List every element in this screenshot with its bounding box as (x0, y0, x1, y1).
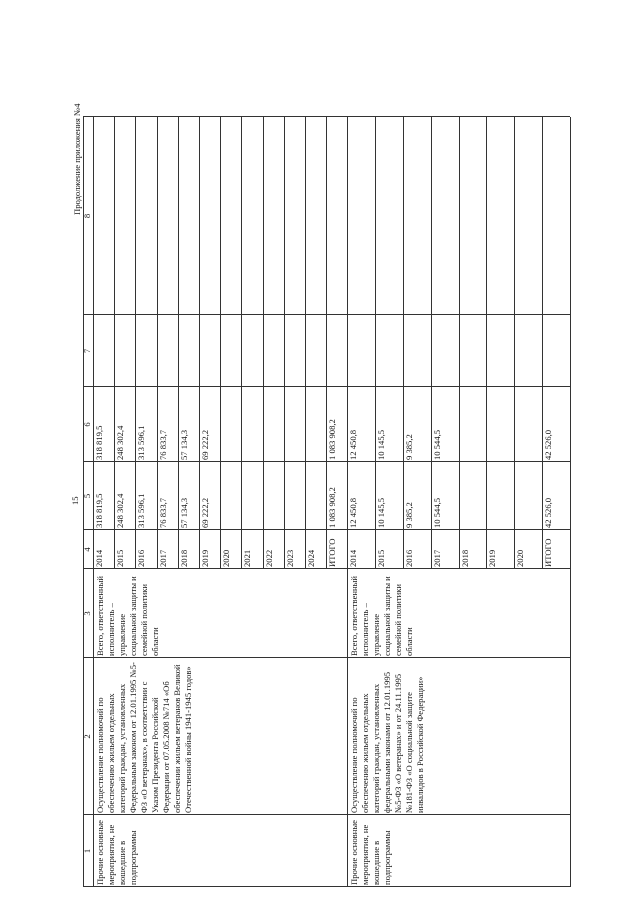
row-divider (263, 117, 264, 569)
total-cell: 69 222,2 (200, 497, 210, 528)
total-cell: 248 302,4 (115, 493, 126, 528)
regional-budget-cell: 313 596,1 (136, 425, 147, 460)
header-cell-1: 1 (82, 848, 92, 854)
year-cell: 2024 (306, 549, 316, 567)
regional-budget-cell: 57 134,3 (178, 429, 189, 460)
header-cell-5: 5 (82, 493, 92, 499)
column-line-5 (83, 461, 570, 462)
row-divider (241, 117, 242, 569)
column-line-1 (83, 814, 570, 815)
total-cell: 57 134,3 (178, 497, 189, 528)
program-name: Прочие основные мероприятия, не вошедшие в подпрограммы (95, 820, 138, 885)
row-divider (305, 117, 306, 569)
header-cell-3: 3 (82, 611, 92, 616)
year-cell: 2015 (115, 549, 126, 567)
program-name: Прочие основные мероприятия, не вошедшие в подпрограммы (349, 820, 393, 885)
year-cell: ИТОГО (327, 538, 338, 567)
year-cell: ИТОГО (543, 538, 553, 567)
year-cell: 2020 (515, 549, 526, 567)
header-cell-4: 4 (82, 547, 92, 552)
year-cell: 2021 (242, 549, 253, 567)
row-divider (514, 117, 515, 569)
regional-budget-cell: 10 145,5 (376, 429, 387, 460)
year-cell: 2018 (459, 549, 470, 567)
regional-budget-cell: 76 833,7 (157, 429, 168, 460)
total-cell: 42 526,0 (543, 497, 553, 528)
year-cell: 2018 (178, 549, 189, 567)
activity-description: Осуществление полномочий по обеспечению жильем отдельных категорий граждан, установленных Федеральным законом от 12.01.1995 №5-ФЗ «О ветеранах», в соответствии с Указом Президента Российской Федерации от 07.05.2008 №714 «Об обеспечении жильем ветеранов Великой Отечественной войны 1941-1945 годов» (95, 662, 193, 813)
regional-budget-cell: 10 544,5 (431, 429, 442, 460)
year-cell: 2017 (431, 549, 442, 567)
regional-budget-cell: 42 526,0 (543, 429, 553, 460)
header-cell-7: 7 (82, 348, 92, 354)
column-line-4 (83, 529, 570, 530)
column-line-0 (83, 886, 570, 887)
activity-description: Осуществление полномочий по обеспечению жильем отдельных категорий граждан, установленных федеральными законами от 12.01.1995 №5-ФЗ «О ветеранах» и от 24.11.1995 №181-ФЗ «О социальной защите инвалидов в Российской Федерации» (349, 671, 426, 813)
year-cell: 2019 (487, 549, 498, 567)
total-cell: 318 819,5 (94, 493, 104, 528)
regional-budget-cell: 12 450,8 (348, 429, 359, 460)
section-bottom-border (570, 117, 571, 887)
regional-budget-cell: 248 302,4 (115, 425, 126, 460)
year-cell: 2017 (157, 549, 168, 567)
year-cell: 2019 (200, 549, 210, 567)
total-cell: 12 450,8 (348, 497, 359, 528)
row-divider (459, 117, 460, 569)
total-cell: 1 083 908,2 (327, 487, 338, 528)
year-cell: 2020 (221, 549, 232, 567)
column-line-3 (83, 568, 570, 569)
page-number: 15 (70, 496, 80, 505)
year-cell: 2014 (348, 549, 359, 567)
regional-budget-cell: 69 222,2 (200, 429, 210, 460)
header-cell-6: 6 (82, 422, 92, 427)
year-cell: 2015 (376, 549, 387, 567)
column-line-8 (83, 116, 570, 117)
responsible-executor: Всего, ответственный исполнитель – управление социальной защиты и семейной политики области (95, 576, 160, 656)
year-cell: 2016 (136, 549, 147, 567)
regional-budget-cell: 9 385,2 (404, 434, 414, 460)
year-cell: 2022 (263, 549, 274, 567)
total-cell: 10 145,5 (376, 497, 387, 528)
row-divider (220, 117, 221, 569)
column-line-6 (83, 386, 570, 387)
year-cell: 2023 (284, 549, 295, 567)
total-cell: 10 544,5 (431, 497, 442, 528)
row-divider (403, 117, 404, 569)
total-cell: 9 385,2 (404, 502, 414, 528)
row-divider (486, 117, 487, 569)
appendix-label: Продолжение приложения №4 (72, 103, 82, 215)
year-cell: 2014 (94, 549, 104, 567)
regional-budget-cell: 318 819,5 (94, 425, 104, 460)
column-line-2 (83, 657, 570, 658)
column-line-7 (83, 314, 570, 315)
responsible-executor: Всего, ответственный исполнитель – управление социальной защиты и семейной политики области (349, 576, 415, 656)
total-cell: 313 596,1 (136, 493, 147, 528)
regional-budget-cell: 1 083 908,2 (327, 419, 338, 460)
total-cell: 76 833,7 (157, 497, 168, 528)
year-cell: 2016 (404, 549, 414, 567)
header-cell-2: 2 (82, 734, 92, 739)
row-divider (284, 117, 285, 569)
header-cell-8: 8 (82, 213, 92, 219)
